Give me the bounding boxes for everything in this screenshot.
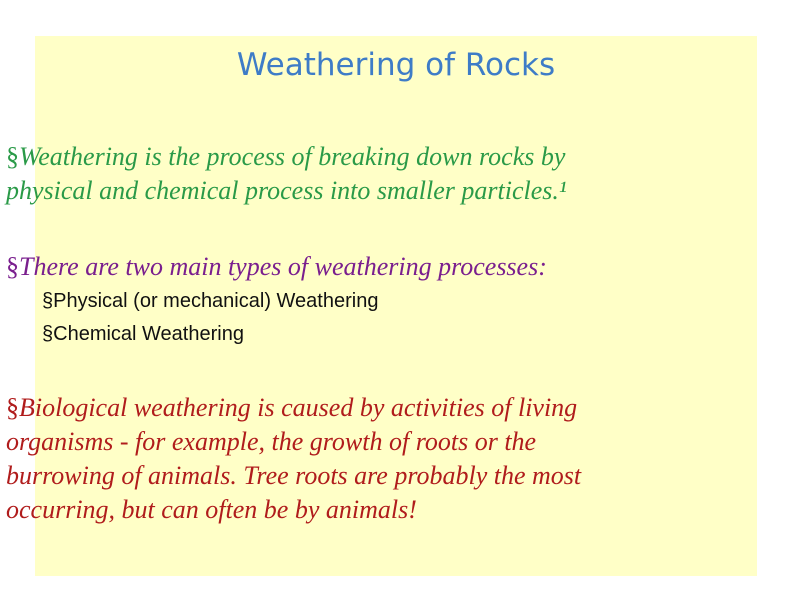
bullet-icon: § [6,393,19,422]
sub-bullet-chemical [42,322,244,346]
bullet-icon: § [6,142,19,171]
paragraph-text: Biological weathering is caused by activities of living [19,393,578,422]
sub-bullet-physical [42,289,378,313]
slide-title: Weathering of Rocks [236,47,556,83]
paragraph-line [6,391,581,425]
paragraph-text: Weathering is the process of breaking down rocks by [19,142,566,171]
paragraph-line: physical and chemical process into smaller particles.¹ [6,176,567,205]
bullet-icon: § [42,323,54,345]
paragraph-line: organisms - for example, the growth of roots or the [6,427,537,456]
paragraph-text: There are two main types of weathering processes: [19,252,547,281]
paragraph-line: burrowing of animals. Tree roots are probably the most [6,461,582,490]
paragraph-definition [6,140,567,208]
paragraph-line [6,140,567,174]
paragraph-types [6,250,547,284]
paragraph-line: occurring, but can often be by animals! [6,495,417,524]
paragraph-line [6,250,547,284]
paragraph-biological [6,391,581,527]
sub-bullet-text: Chemical Weathering [53,323,244,345]
bullet-icon: § [6,252,19,281]
sub-bullet-text: Physical (or mechanical) Weathering [53,290,379,312]
bullet-icon: § [42,290,54,312]
